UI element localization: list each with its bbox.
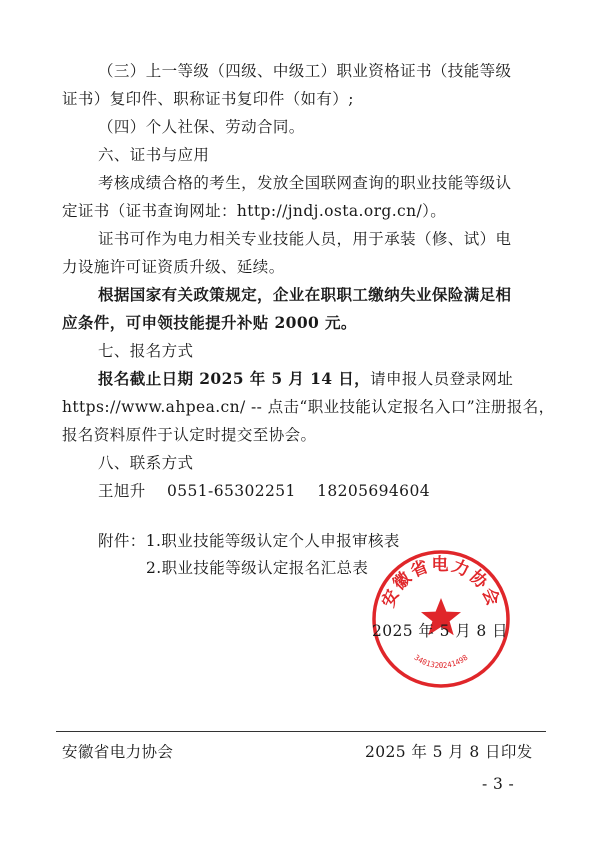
registration-instruction: 请申报人员登录网址: [370, 370, 514, 388]
registration-deadline: 报名截止日期 2025 年 5 月 14 日，: [98, 369, 371, 388]
section-6-para-1-line-1: 考核成绩合格的考生，发放全国联网查询的职业技能等级认: [98, 174, 512, 192]
section-6-para-1-line-2: 定证书（证书查询网址：http://jndj.osta.org.cn/）。: [62, 202, 447, 220]
attachment-item-1: 1.职业技能等级认定个人申报审核表: [145, 532, 400, 550]
seal-text: 安徽省电力协会: [378, 555, 504, 611]
attachment-label: 附件：: [98, 532, 146, 550]
footer-divider: [56, 731, 546, 732]
section-6-para-2-line-1: 证书可作为电力相关专业技能人员，用于承装（修、试）电: [98, 230, 512, 248]
item-3-line-2: 证书）复印件、职称证书复印件（如有）;: [62, 90, 354, 108]
official-seal: [370, 548, 512, 690]
section-7-heading: 七、报名方式: [98, 342, 194, 360]
section-6-para-2-line-2: 力设施许可证资质升级、延续。: [62, 258, 285, 276]
footer-issue-date: 2025 年 5 月 8 日印发: [365, 743, 533, 761]
footer-organization: 安徽省电力协会: [62, 743, 174, 761]
page-number: - 3 -: [482, 775, 515, 793]
signature-date: 2025 年 5 月 8 日: [372, 622, 508, 640]
seal-code: 3401320241498: [412, 652, 470, 671]
attachment-item-2: 2.职业技能等级认定报名汇总表: [146, 559, 369, 577]
item-3-line-1: （三）上一等级（四级、中级工）职业资格证书（技能等级: [98, 62, 512, 80]
item-4: （四）个人社保、劳动合同。: [98, 118, 305, 136]
registration-url-line: [62, 397, 555, 417]
attachment-line-1: [98, 531, 400, 551]
section-6-para-3-line-1: 根据国家有关政策规定，企业在职职工缴纳失业保险满足相: [98, 285, 512, 304]
section-8-heading: 八、联系方式: [98, 454, 194, 472]
section-6-para-3-line-2: 应条件，可申领技能提升补贴 2000 元。: [62, 313, 357, 332]
registration-materials-note: 报名资料原件于认定时提交至协会。: [62, 426, 317, 444]
section-6-heading: 六、证书与应用: [98, 146, 210, 164]
registration-url-instruction: 点击“职业技能认定报名入口”注册报名，: [267, 398, 555, 416]
registration-deadline-line: [98, 369, 513, 389]
registration-url[interactable]: https://www.ahpea.cn/ --: [62, 398, 268, 416]
contact-info: 王旭升 0551-65302251 18205694604: [98, 482, 430, 500]
